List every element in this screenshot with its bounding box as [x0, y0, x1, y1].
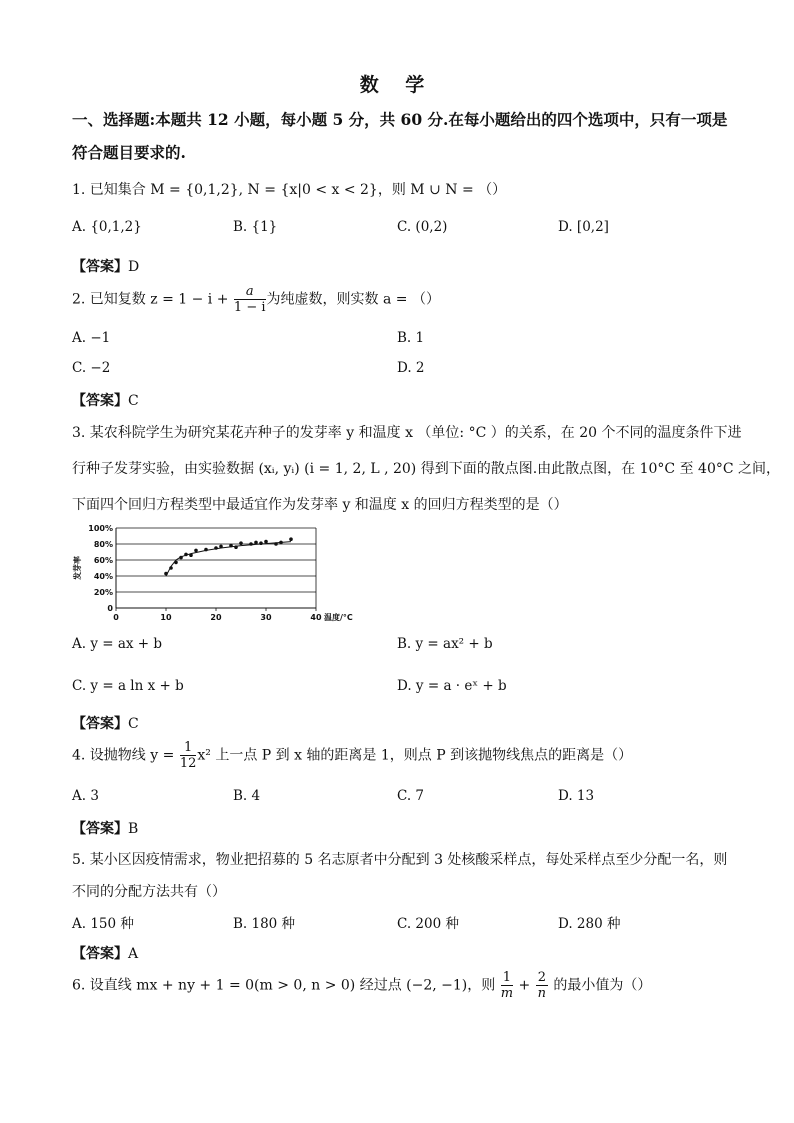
section-heading-line-1: 一、选择题:本题共 12 小题，每小题 5 分，共 60 分.在每小题给出的四个选项中，只有一项是 — [72, 110, 728, 129]
chart-y-tick-label: 40% — [93, 572, 113, 581]
fraction-numerator: 1 — [501, 970, 513, 986]
question-6-stem-end: 的最小值为（） — [548, 977, 652, 994]
chart-x-tick-label: 10 — [160, 613, 172, 622]
question-3-stem-line-2: 行种子发芽实验，由实验数据 (xᵢ, yᵢ) (i = 1, 2, L , 20) 得到下面的散点图.由此散点图，在 10°C 至 40°C 之间， — [72, 461, 781, 477]
page-title: 数 学 — [359, 74, 435, 96]
answer-label: 【答案】 — [72, 393, 128, 409]
chart-y-tick-label: 80% — [93, 540, 113, 549]
question-3-stem-line-3: 下面四个回归方程类型中最适宜作为发芽率 y 和温度 x 的回归方程类型的是（） — [72, 497, 568, 513]
question-2-stem — [72, 284, 440, 315]
question-5-stem-line-1: 5. 某小区因疫情需求，物业把招募的 5 名志原者中分配到 3 处核酸采样点，每处采样点至少分配一名，则 — [72, 852, 728, 868]
chart-x-tick-label: 40 — [310, 613, 322, 622]
question-1-option-b: B. {1} — [233, 219, 278, 235]
question-6-stem — [72, 970, 651, 1001]
fraction-numerator: 2 — [537, 970, 546, 985]
chart-data-point — [179, 556, 183, 560]
question-4-stem — [72, 740, 632, 771]
chart-data-point — [174, 561, 178, 565]
chart-y-tick-label: 0 — [107, 604, 113, 613]
question-2-option-c: C. −2 — [72, 360, 111, 376]
question-1-option-d: D. [0,2] — [558, 219, 609, 235]
question-5-option-b: B. 180 种 — [233, 916, 296, 932]
question-4-answer — [72, 818, 138, 838]
fraction-numerator: a — [234, 284, 266, 300]
chart-data-point — [289, 537, 293, 541]
question-3-option-d: D. y = a · eˣ + b — [397, 678, 507, 694]
question-5-option-a: A. 150 种 — [72, 916, 134, 932]
chart-data-point — [254, 541, 258, 545]
germination-scatter-chart — [74, 518, 364, 624]
chart-y-tick-label: 20% — [93, 588, 113, 597]
chart-data-point — [249, 542, 253, 546]
question-6-fraction-2 — [536, 970, 548, 1001]
chart-data-point — [189, 553, 193, 557]
question-4-stem-end: x² 上一点 P 到 x 轴的距离是 1，则点 P 到该抛物线焦点的距离是（） — [197, 747, 633, 764]
answer-value: C — [128, 716, 139, 732]
question-1-option-a: A. {0,1,2} — [72, 219, 142, 235]
question-3-option-c: C. y = a ln x + b — [72, 678, 184, 694]
chart-x-axis-label: 温度/°C — [324, 613, 353, 622]
chart-data-point — [164, 572, 168, 576]
chart-data-point — [264, 540, 268, 544]
chart-data-point — [214, 546, 218, 550]
question-5-option-c: C. 200 种 — [397, 916, 459, 932]
chart-data-point — [274, 542, 278, 546]
question-2-stem-end: 为纯虚数，则实数 a = （） — [266, 291, 440, 308]
chart-data-point — [169, 566, 173, 570]
chart-x-tick-label: 30 — [260, 613, 272, 622]
chart-y-tick-labels — [88, 524, 113, 613]
chart-gridlines — [116, 528, 316, 592]
fraction-denominator: 12 — [179, 756, 197, 771]
chart-data-point — [259, 541, 263, 545]
answer-value: B — [128, 821, 139, 837]
question-1-option-c: C. (0,2) — [397, 219, 448, 235]
question-2-option-d: D. 2 — [397, 360, 425, 376]
question-4-fraction — [180, 740, 197, 771]
chart-axes — [116, 528, 316, 611]
question-2-answer — [72, 390, 139, 410]
question-5-stem-line-2: 不同的分配方法共有（） — [72, 884, 226, 900]
question-5-option-d: D. 280 种 — [558, 916, 621, 932]
question-3-option-b: B. y = ax² + b — [397, 636, 493, 652]
chart-data-point — [234, 545, 238, 549]
chart-data-point — [239, 541, 243, 545]
question-4-option-c: C. 7 — [397, 788, 425, 804]
chart-data-point — [184, 553, 188, 557]
question-1-stem: 1. 已知集合 M = {0,1,2}, N = {x|0 < x < 2}，则 M ∪ N = （） — [72, 182, 507, 198]
plus-sign: + — [514, 977, 535, 994]
fraction-numerator: 1 — [180, 740, 197, 756]
question-2-option-a: A. −1 — [72, 330, 111, 346]
question-4-option-d: D. 13 — [558, 788, 595, 804]
chart-x-tick-label: 0 — [113, 613, 119, 622]
fraction-denominator: m — [500, 986, 514, 1001]
chart-y-axis-label: 发芽率 — [73, 556, 82, 580]
answer-value: D — [128, 259, 140, 275]
question-2-stem-start: 2. 已知复数 z = 1 − i + — [72, 291, 233, 308]
question-3-answer — [72, 713, 139, 733]
chart-x-tick-labels — [113, 613, 322, 622]
question-3-option-a: A. y = ax + b — [72, 636, 163, 652]
answer-label: 【答案】 — [72, 259, 128, 275]
fraction-denominator: 1 − i — [233, 300, 266, 315]
question-4-option-b: B. 4 — [233, 788, 261, 804]
chart-trend-curve — [166, 542, 291, 576]
question-2-option-b: B. 1 — [397, 330, 425, 346]
answer-label: 【答案】 — [72, 946, 128, 962]
question-2-fraction — [234, 284, 266, 315]
answer-value: C — [128, 393, 139, 409]
chart-data-point — [194, 549, 198, 553]
answer-value: A — [128, 946, 139, 962]
question-3-stem-line-1: 3. 某农科院学生为研究某花卉种子的发芽率 y 和温度 x （单位: °C ）的关系，在 20 个不同的温度条件下进 — [72, 425, 742, 441]
section-heading-line-2: 符合题目要求的. — [72, 143, 186, 162]
chart-data-point — [229, 544, 233, 548]
question-6-stem-start: 6. 设直线 mx + ny + 1 = 0(m > 0, n > 0) 经过点 (−2, −1)，则 — [72, 977, 500, 994]
chart-data-point — [204, 548, 208, 552]
answer-label: 【答案】 — [72, 716, 128, 732]
question-4-stem-start: 4. 设抛物线 y = — [72, 747, 179, 764]
fraction-denominator: n — [537, 986, 547, 1001]
chart-data-point — [279, 541, 283, 545]
question-4-option-a: A. 3 — [72, 788, 99, 804]
answer-label: 【答案】 — [72, 821, 128, 837]
chart-x-tick-label: 20 — [210, 613, 222, 622]
chart-data-point — [219, 545, 223, 549]
question-1-answer — [72, 256, 139, 276]
chart-y-tick-label: 100% — [88, 524, 113, 533]
question-6-fraction-1 — [501, 970, 513, 1001]
chart-y-tick-label: 60% — [93, 556, 113, 565]
question-5-answer — [72, 943, 138, 963]
